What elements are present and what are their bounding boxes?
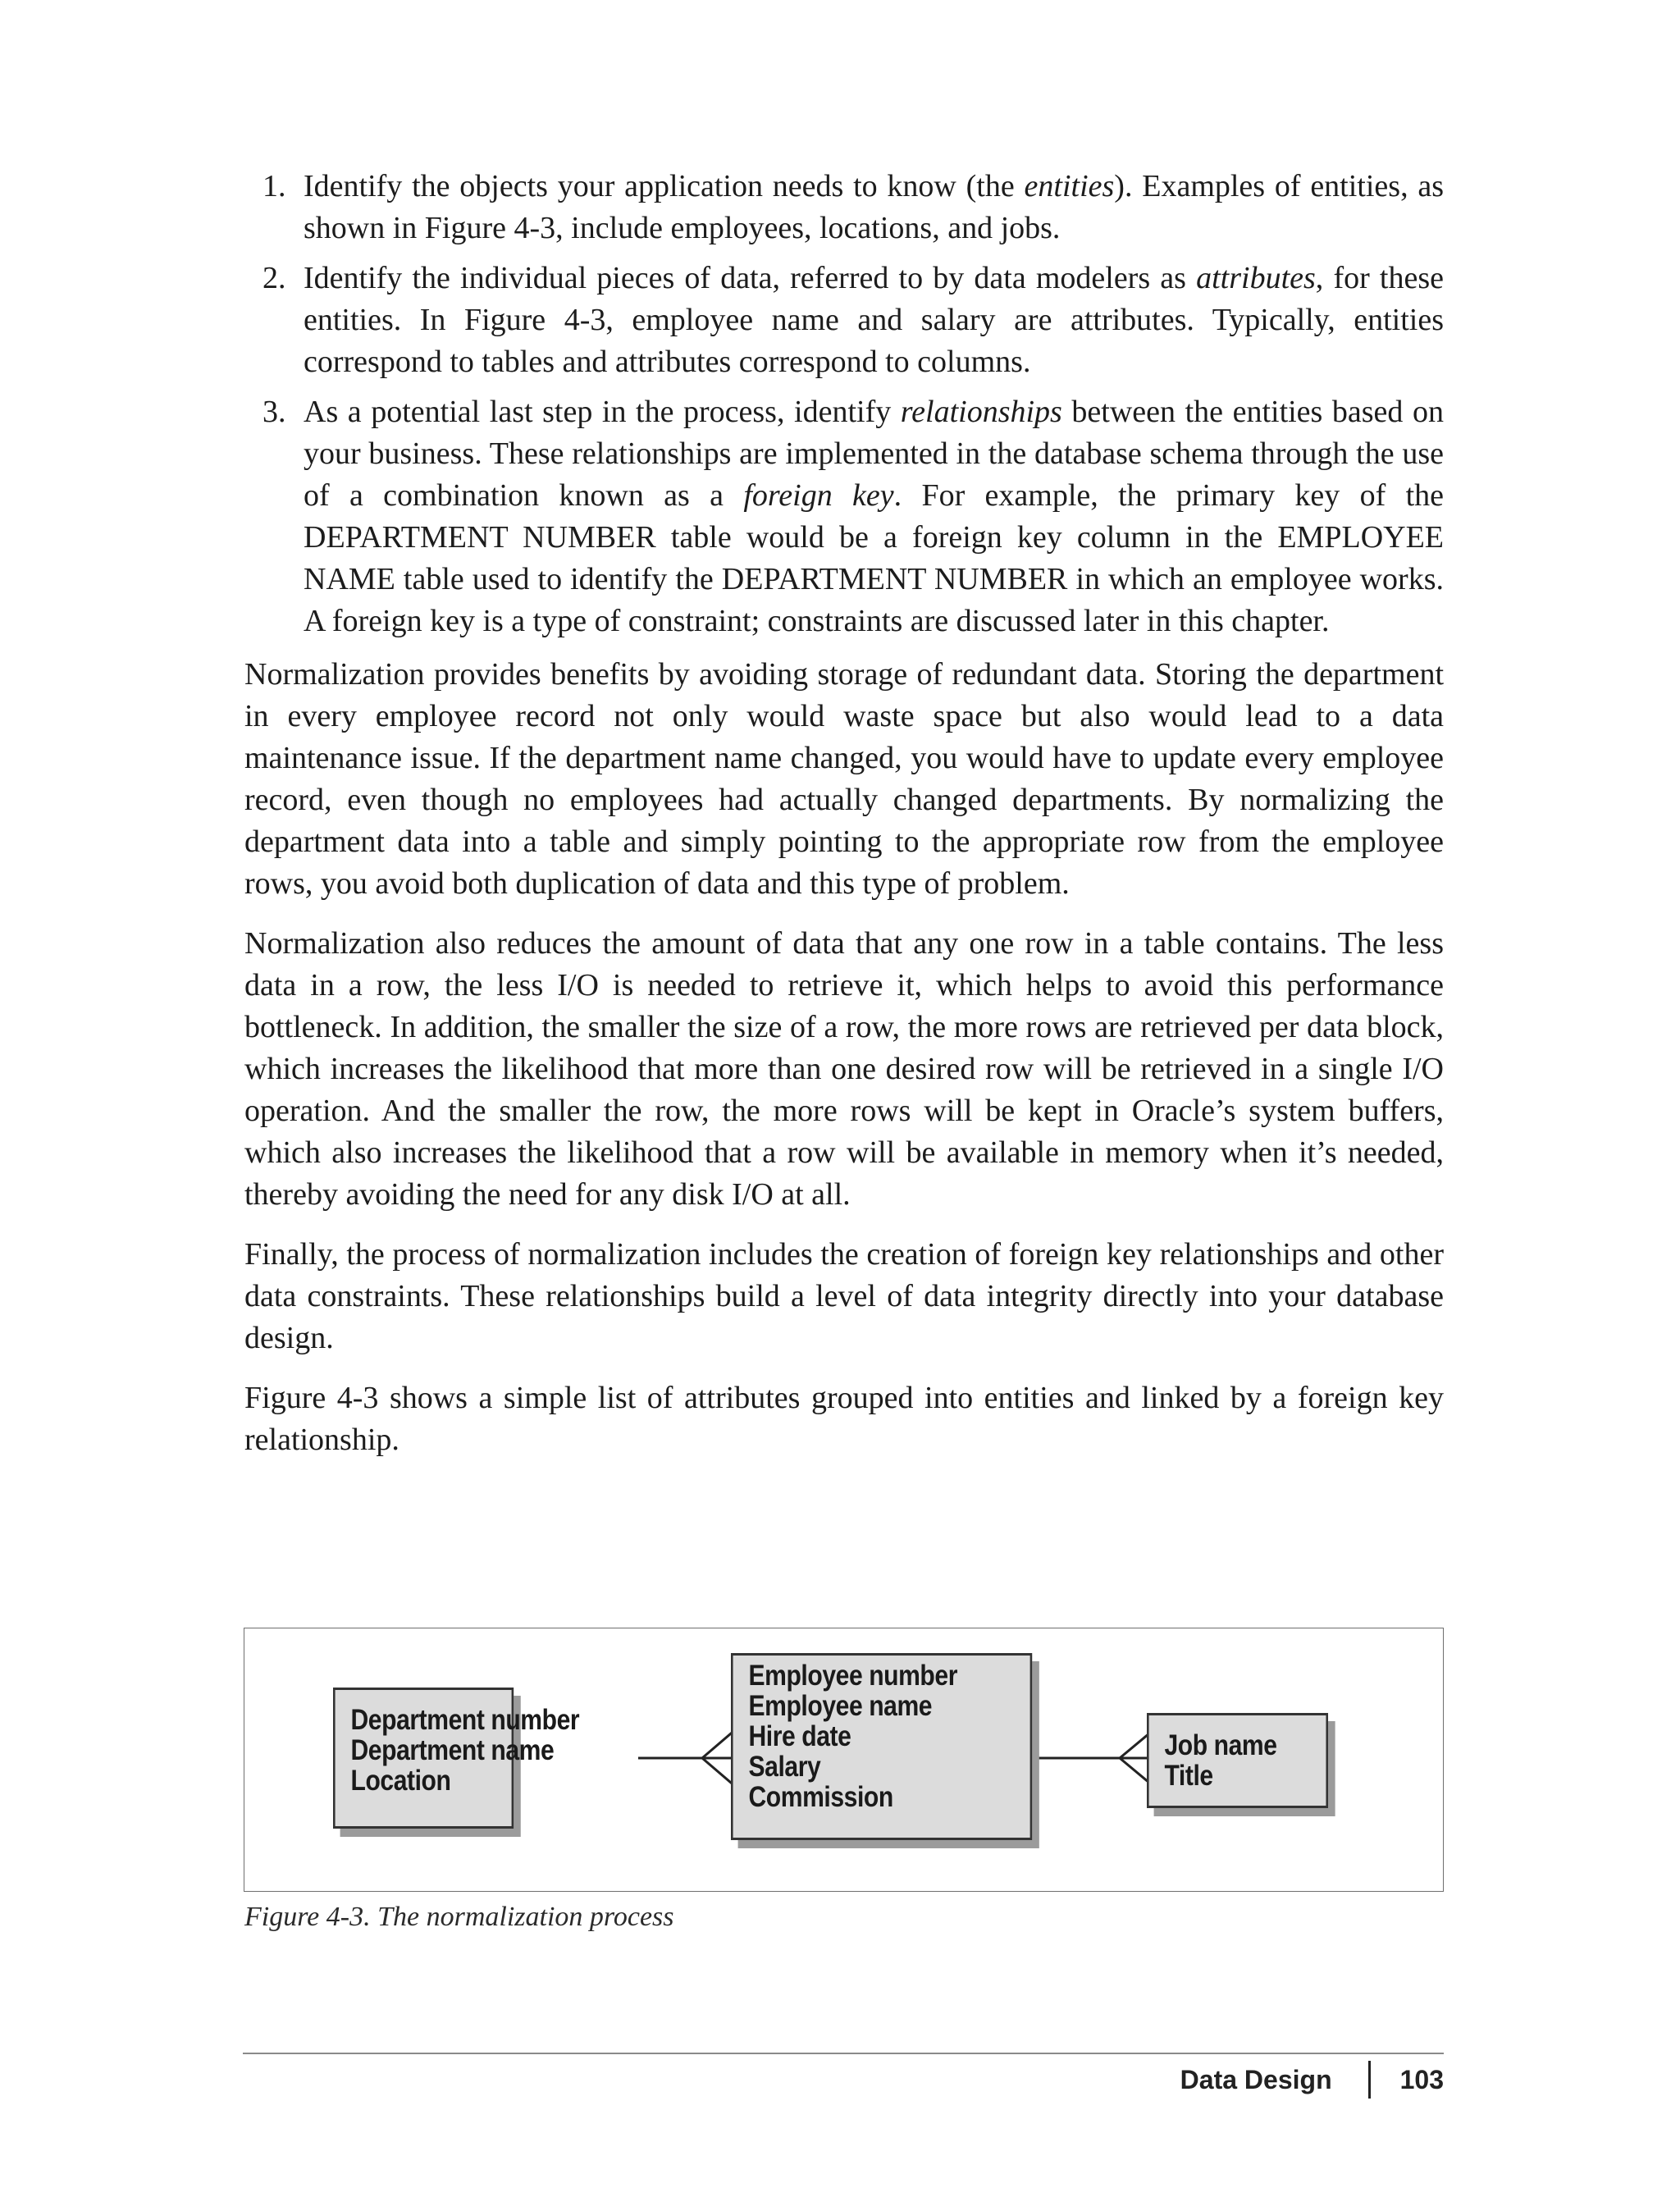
list-number: 1. [262,169,286,203]
paragraph: Figure 4-3 shows a simple list of attributes grouped into entities and linked by a foreign key relationship. [244,1381,1444,1457]
attribute: Job name [1164,1729,1277,1761]
attribute: Department number [350,1704,580,1736]
numbered-list [244,166,1444,642]
attribute: Department name [350,1734,555,1766]
list-item [244,258,1444,383]
footer-section-title: Data Design [1180,2064,1332,2094]
crows-foot-lower [1120,1758,1149,1783]
attribute: Employee name [748,1690,933,1722]
attribute: Employee number [748,1660,957,1692]
list-number: 2. [262,261,286,295]
list-number: 3. [262,395,286,429]
footer-rule [243,2053,1444,2054]
list-text: Identify the objects your application needs to know (the entities). Examples of entities, as shown in Figure 4-3, include employees, locations, and jobs. [304,169,1445,245]
list-text: As a potential last step in the process, identify relationships between the entities based on your business. These relationships are implemented in the database schema through the use of a combination known as a foreign key. For example, the primary key of the DEPARTMENT NUMBER table would be a foreign key column in the EMPLOYEE NAME table used to identify the DEPARTMENT NUMBER in which an employee works. A foreign key is a type of constraint; constraints are discussed later in this chapter. [304,395,1444,638]
paragraph: Finally, the process of normalization includes the creation of foreign key relationships and other data constraints. These relationships build a level of data integrity directly into your database design. [244,1237,1444,1355]
paragraph: Normalization provides benefits by avoiding storage of redundant data. Storing the department in every employee record not only would waste space but also would lead to a data maintenance issue. If the department name changed, you would have to update every employee record, even though no employees had actually changed departments. By normalizing the department data into a table and simply pointing to the appropriate row from the employee rows, you avoid both duplication of data and this type of problem. [244,657,1444,901]
paragraph: Normalization also reduces the amount of data that any one row in a table contains. The less data in a row, the less I/O is needed to retrieve it, which helps to avoid this performance bottleneck. In addition, the smaller the size of a row, the more rows are retrieved per data block, which increases the likelihood that more than one desired row will be retrieved in a single I/O operation. And the smaller the row, the more rows will be kept in Oracle’s system buffers, which also increases the likelihood that a row will be available in memory when it’s needed, thereby avoiding the need for any disk I/O at all. [244,926,1444,1212]
attribute: Salary [748,1751,821,1783]
entity-job [1147,1713,1328,1808]
entity-department [333,1688,580,1829]
attribute: Hire date [748,1720,851,1752]
footer-separator [1368,2061,1371,2099]
attribute: Title [1164,1760,1213,1792]
list-text: Identify the individual pieces of data, referred to by data modelers as attributes, for these entities. In Figure 4-3, employee name and salary are attributes. Typically, entities correspond to tables and attributes correspond to columns. [304,261,1444,379]
crows-foot-upper [1120,1733,1149,1758]
list-item [244,391,1444,642]
attribute: Commission [748,1781,893,1813]
page-body [244,166,1444,1479]
attribute: Location [350,1765,451,1797]
figure-caption: Figure 4-3. The normalization process [244,1902,674,1932]
page-footer [1180,2061,1444,2099]
entity-employee [731,1653,1032,1840]
page-number: 103 [1399,2064,1444,2094]
list-item [244,166,1444,249]
figure-4-3 [244,1628,1444,1892]
